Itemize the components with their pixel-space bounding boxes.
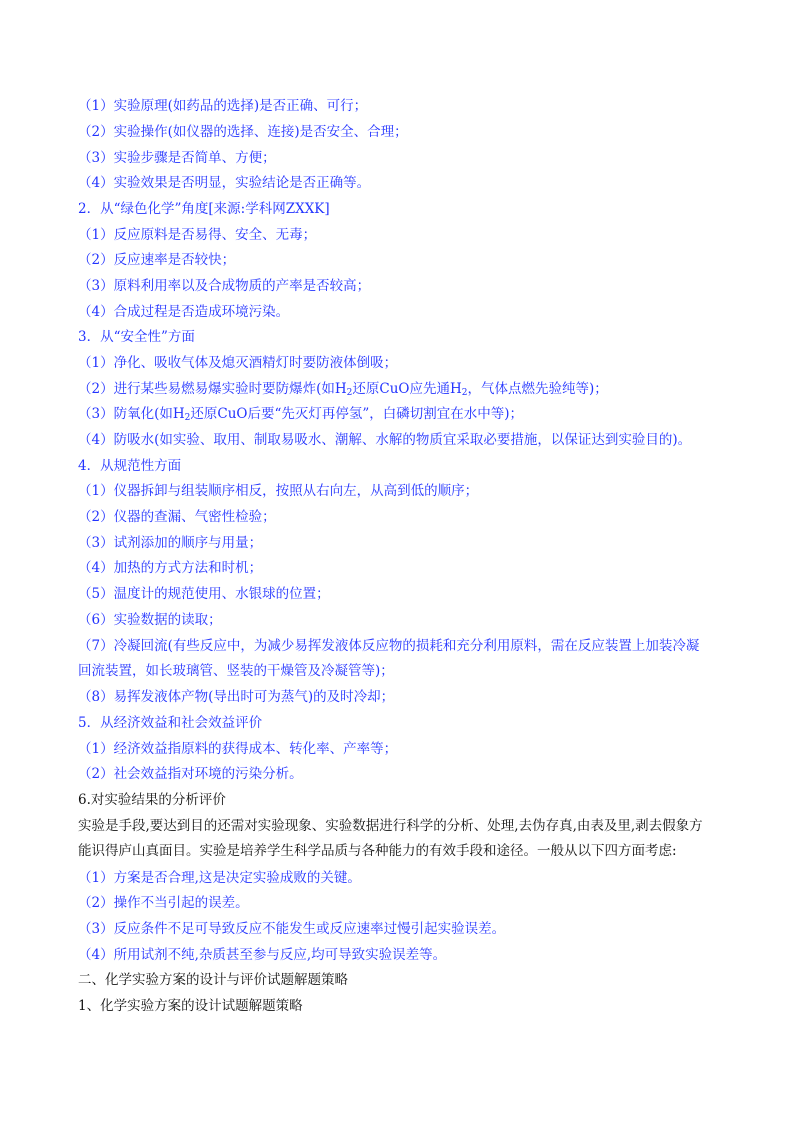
text-line-with-formula	[78, 402, 728, 427]
text-line: （2）实验操作(如仪器的选择、连接)是否安全、合理；	[78, 124, 408, 140]
text-line: （6）实验数据的读取；	[78, 612, 222, 628]
text-line: （3）试剂添加的顺序与用量；	[78, 535, 263, 551]
text-line: （3）原料利用率以及合成物质的产率是否较高；	[78, 278, 371, 294]
section-heading: 4．从规范性方面	[78, 458, 182, 474]
text-line: （1）反应原料是否易得、安全、无毒；	[78, 227, 317, 243]
subscript: 2	[184, 413, 191, 423]
paragraph-line: 实验是手段,要达到目的还需对实验现象、实验数据进行科学的分析、处理,去伪存真,由表及里,剥去假象方	[78, 818, 703, 834]
sub-heading: 1、化学实验方案的设计试题解题策略	[78, 998, 303, 1014]
text-line-with-formula	[78, 377, 728, 402]
text-line: （4）加热的方式方法和时机；	[78, 560, 263, 576]
text-segment: 还原CuO应先通H	[352, 381, 462, 397]
section-heading: 2．从“绿色化学”角度[来源:学科网ZXXK]	[78, 201, 330, 217]
text-line: （2）操作不当引起的误差。	[78, 895, 249, 911]
text-segment: （2）进行某些易燃易爆实验时要防爆炸(如H	[78, 381, 347, 397]
text-line: （5）温度计的规范使用、水银球的位置；	[78, 586, 330, 602]
text-line: （3）实验步骤是否简单、方便；	[78, 150, 276, 166]
text-line: 回流装置，如长玻璃管、竖装的干燥管及冷凝管等)；	[78, 663, 394, 679]
section-heading: 5．从经济效益和社会效益评价	[78, 715, 263, 731]
text-line: （1）经济效益指原料的获得成本、转化率、产率等；	[78, 741, 398, 757]
text-line: （1）净化、吸收气体及熄灭酒精灯时要防液体倒吸；	[78, 355, 398, 371]
text-line: （4）防吸水(如实验、取用、制取易吸水、潮解、水解的物质宜采取必要措施，以保证达到实验目的)。	[78, 432, 692, 448]
section-heading: 3．从“安全性”方面	[78, 329, 195, 345]
section-heading: 6.对实验结果的分析评价	[78, 792, 226, 808]
text-line: （8）易挥发液体产物(导出时可为蒸气)的及时冷却；	[78, 689, 395, 705]
text-line: （4）合成过程是否造成环境污染。	[78, 304, 290, 320]
text-line: （4）所用试剂不纯,杂质甚至参与反应,均可导致实验误差等。	[78, 947, 447, 963]
text-line: （2）反应速率是否较快；	[78, 252, 236, 268]
subscript: 2	[461, 388, 468, 398]
text-line: （3）反应条件不足可导致反应不能发生或反应速率过慢引起实验误差。	[78, 921, 506, 937]
text-line: （4）实验效果是否明显，实验结论是否正确等。	[78, 175, 371, 191]
text-segment: ，气体点燃先验纯等)；	[467, 381, 608, 397]
text-segment: 还原CuO后要“先灭灯再停氢”，白磷切割宜在水中等)；	[190, 406, 524, 422]
part-heading: 二、化学实验方案的设计与评价试题解题策略	[78, 972, 348, 988]
subscript: 2	[346, 388, 353, 398]
text-line: （1）方案是否合理,这是决定实验成败的关键。	[78, 870, 361, 886]
text-segment: （3）防氧化(如H	[78, 406, 185, 422]
paragraph-line: 能识得庐山真面目。实验是培养学生科学品质与各种能力的有效手段和途径。一般从以下四方面考虑:	[78, 843, 677, 859]
text-line: （2）社会效益指对环境的污染分析。	[78, 766, 303, 782]
text-line: （7）冷凝回流(有些反应中，为减少易挥发液体反应物的损耗和充分利用原料，需在反应装置上加装冷凝	[78, 638, 700, 654]
text-line: （1）实验原理(如药品的选择)是否正确、可行；	[78, 98, 368, 114]
text-line: （2）仪器的查漏、气密性检验；	[78, 509, 276, 525]
text-line: （1）仪器拆卸与组装顺序相反，按照从右向左，从高到低的顺序；	[78, 483, 479, 499]
paragraph	[78, 814, 728, 864]
